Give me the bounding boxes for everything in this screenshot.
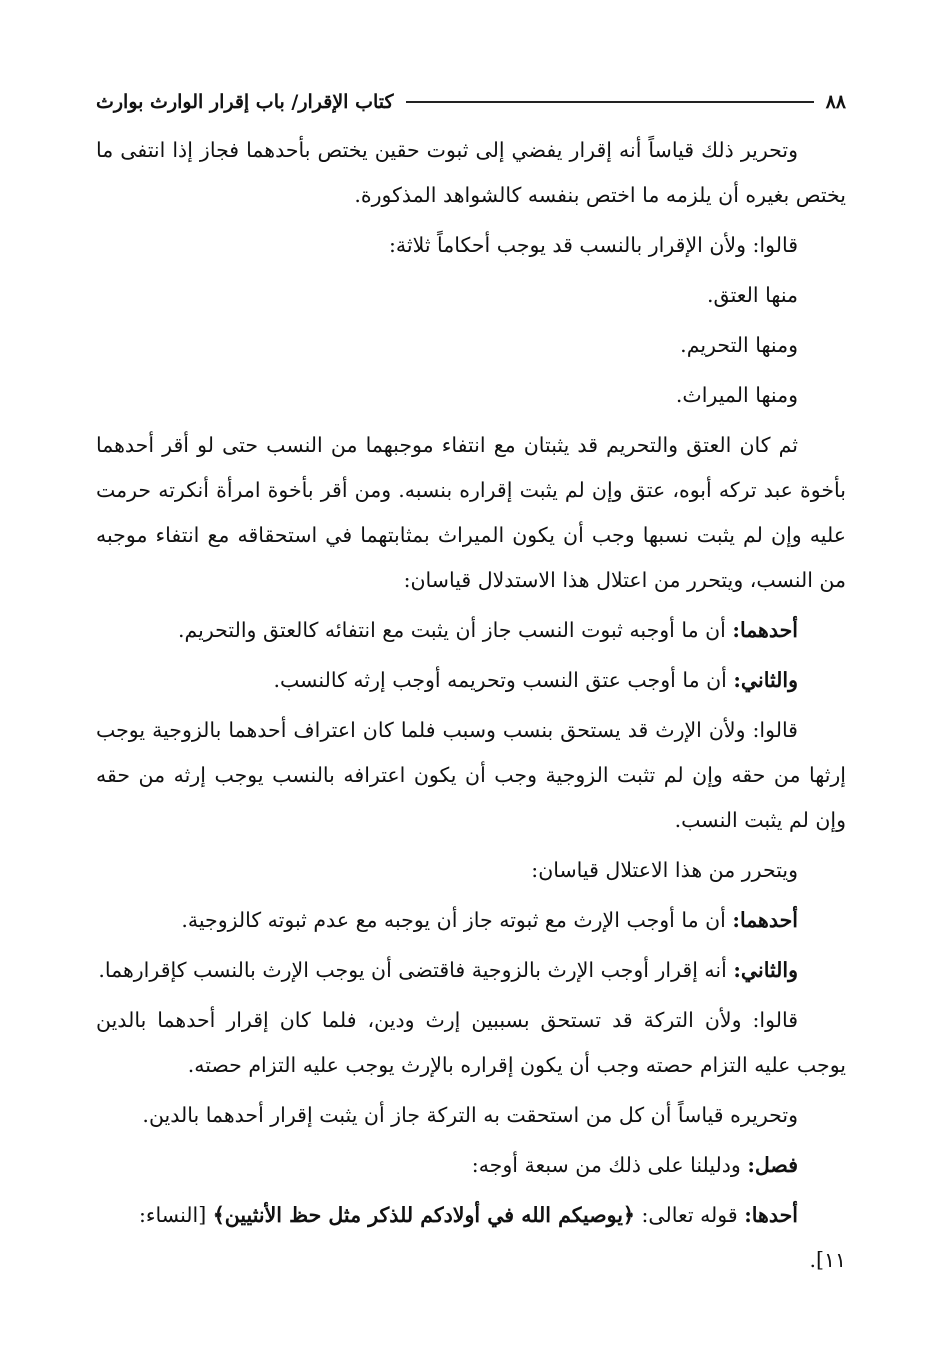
paragraph-label: أحدهما: xyxy=(732,908,798,932)
page-body xyxy=(96,128,846,1288)
paragraph-2: قالوا: ولأن الإقرار بالنسب قد يوجب أحكاماً ثلاثة: xyxy=(389,233,798,257)
paragraph-9: قالوا: ولأن الإرث قد يستحق بنسب وسبب فلما كان اعتراف أحدهما بالزوجية يوجب إرثها من حقه وإن لم تثبت الزوجية وجب أن يكون اعترافه بالنسب يوجب إرثه من حقه وإن لم يثبت النسب. xyxy=(96,718,846,832)
page-number: ٨٨ xyxy=(825,91,846,113)
paragraph-label: أحدهما: xyxy=(732,618,798,642)
header-rule xyxy=(406,101,814,103)
running-title: كتاب الإقرار/ باب إقرار الوارث بوارث xyxy=(96,91,394,113)
paragraph-label: والثاني: xyxy=(733,958,798,982)
section-label: فصل: xyxy=(747,1153,798,1177)
paragraph-12: والثاني: أنه إقرار أوجب الإرث بالزوجية فاقتضى أن يوجب الإرث بالنسب كإقرارهما. xyxy=(98,958,798,982)
paragraph-label: أحدها: xyxy=(744,1203,798,1227)
paragraph-10: ويتحرر من هذا الاعتلال قياسان: xyxy=(531,858,798,882)
paragraph-3: منها العتق. xyxy=(706,283,798,307)
verse-reference: [النساء: ١١]. xyxy=(138,1203,846,1272)
paragraph-label: والثاني: xyxy=(733,668,798,692)
paragraph-5: ومنها الميراث. xyxy=(675,383,798,407)
paragraph-15: فصل: ودليلنا على ذلك من سبعة أوجه: xyxy=(471,1153,798,1177)
paragraph-6: ثم كان العتق والتحريم قد يثبتان مع انتفاء موجبهما من النسب حتى لو أقر أحدهما بأخوة عبد تركه أبوه، عتق وإن لم يثبت إقراره بنسبه. ومن أقر بأخوة امرأة أنكرته حرمت عليه وإن لم يثبت نسبها وجب أن يكون الميراث بمثابتهما في استحقاقه مع انتفاء موجبه من النسب، ويتحرر من اعتلال هذا الاستدلال قياسان: xyxy=(96,433,846,592)
paragraph-1: وتحرير ذلك قياساً أنه إقرار يفضي إلى ثبوت حقين يختص بأحدهما فجاز إذا انتفى ما يختص بغيره أن يلزمه ما اختص بنفسه كالشواهد المذكورة. xyxy=(96,138,846,207)
paragraph-8: والثاني: أن ما أوجب عتق النسب وتحريمه أوجب إرثه كالنسب. xyxy=(273,668,798,692)
paragraph-7: أحدهما: أن ما أوجبه ثبوت النسب جاز أن يثبت مع انتفائه كالعتق والتحريم. xyxy=(178,618,798,642)
paragraph-4: ومنها التحريم. xyxy=(680,333,798,357)
paragraph-16: أحدها: قوله تعالى: ﴿يوصيكم الله في أولادكم للذكر مثل حظ الأنثيين﴾ [النساء: ١١]. xyxy=(138,1203,846,1272)
page-header xyxy=(96,86,846,118)
paragraph-14: وتحريره قياساً أن كل من استحقت به التركة جاز أن يثبت إقرار أحدهما بالدين. xyxy=(142,1103,798,1127)
quran-verse: ﴿يوصيكم الله في أولادكم للذكر مثل حظ الأنثيين﴾ xyxy=(212,1203,635,1227)
paragraph-13: قالوا: ولأن التركة قد تستحق بسببين إرث ودين، فلما كان إقرار أحدهما بالدين يوجب عليه التزام حصته وجب أن يكون إقراره بالإرث يوجب عليه التزام حصته. xyxy=(96,1008,846,1077)
paragraph-11: أحدهما: أن ما أوجب الإرث مع ثبوته جاز أن يوجبه مع عدم ثبوته كالزوجية. xyxy=(181,908,798,932)
